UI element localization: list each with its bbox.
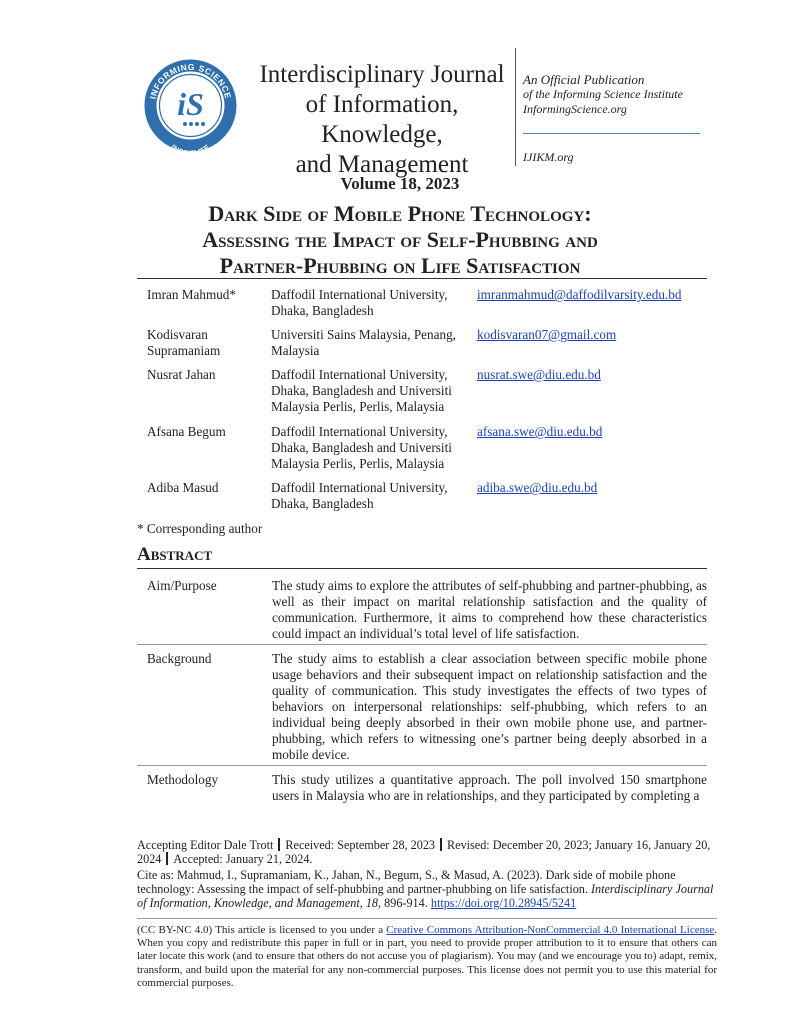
author-email-link[interactable]: kodisvaran07@gmail.com	[477, 327, 617, 342]
official-line: An Official Publication	[523, 72, 645, 87]
abstract-heading: Abstract	[137, 544, 213, 565]
author-affiliation: Daffodil International University, Dhaka, Bangladesh	[271, 480, 448, 511]
abstract-text: The study aims to establish a clear association between specific mobile phone usage behaviors and their subsequent impact on relationship satisfaction and the quality of communication. This study investigates the effects of two types of behaviors on interpersonal relationships: self-phubbing, which refers to an individual being deeply absorbed in their own mobile phone use, and partner-phubbing, which refers to witnessing one’s partner being deeply absorbed in a mobile device.	[272, 651, 707, 762]
author-affiliation: Daffodil International University, Dhaka, Bangladesh and Universiti Malaysia Perlis, Perlis, Malaysia	[271, 424, 452, 471]
logo-text-bottom: INST UTE	[169, 142, 212, 153]
citation-text: Cite as: Mahmud, I., Supramaniam, K., Jahan, N., Begum, S., & Masud, A. (2023). Dark side of mobile phone technology: Assessing the impact of self-phubbing and partner-phubbing on life satisfaction.	[137, 868, 676, 896]
official-publication	[523, 72, 683, 117]
license-text: (CC BY-NC 4.0) This article is licensed to you under a	[137, 924, 384, 936]
official-line: of the Informing Science Institute	[523, 87, 683, 101]
journal-title-line: of Information, Knowledge,	[305, 91, 459, 148]
author-name: Adiba Masud	[147, 480, 219, 495]
author-affiliation: Daffodil International University, Dhaka, Bangladesh	[271, 287, 448, 318]
accepted-date: Accepted: January 21, 2024.	[173, 852, 313, 866]
header-blue-rule	[523, 133, 700, 134]
author-email-link[interactable]: afsana.swe@diu.edu.bd	[477, 424, 603, 439]
separator-bar	[166, 852, 168, 865]
license-rule	[137, 918, 717, 919]
journal-site: IJIKM.org	[523, 150, 574, 164]
abstract-label: Background	[147, 651, 212, 666]
abstract-rule-top	[137, 568, 707, 569]
received-date: Received: September 28, 2023	[285, 838, 436, 852]
logo-mark: iS	[177, 86, 204, 122]
citation-pages: 896-914.	[384, 896, 428, 910]
header-divider	[515, 48, 516, 166]
abstract-label: Methodology	[147, 772, 219, 787]
author-email-link[interactable]: imranmahmud@daffodilvarsity.edu.bd	[477, 287, 682, 302]
title-rule	[137, 278, 707, 279]
license-notice	[137, 924, 717, 990]
informing-science-logo	[143, 58, 238, 153]
paper-title-line: Partner-Phubbing on Life Satisfaction	[219, 253, 581, 278]
paper-title-line: Dark Side of Mobile Phone Technology:	[208, 201, 592, 226]
author-name: Nusrat Jahan	[147, 367, 216, 382]
author-affiliation: Daffodil International University, Dhaka, Bangladesh and Universiti Malaysia Perlis, Perlis, Malaysia	[271, 367, 452, 414]
paper-title	[120, 201, 680, 279]
journal-title-line: and Management	[295, 151, 469, 178]
abstract-label: Aim/Purpose	[147, 578, 217, 593]
author-email-link[interactable]: adiba.swe@diu.edu.bd	[477, 480, 598, 495]
author-name: Kodisvaran Supramaniam	[147, 327, 221, 358]
revised-date: Revised: December 20, 2023; January 16, January 20, 2024	[137, 838, 711, 866]
logo-text-top: INFORMING SCIENCE	[147, 61, 234, 100]
license-text-rest: . When you copy and redistribute this paper in full or in part, you need to provide proper attribution to it to ensure that others can later locate this work (and to ensure that others do not accuse you of plagiarism). You may (and we encourage you to) adapt, remix, transform, and build upon the material for any non-commercial purposes. This license does not permit you to use this material for commercial purposes.	[137, 924, 718, 989]
author-name: Afsana Begum	[147, 424, 226, 439]
paper-title-line: Assessing the Impact of Self-Phubbing and	[202, 227, 598, 252]
editorial-dates	[137, 838, 717, 866]
volume: Volume 18, 2023	[340, 174, 460, 193]
official-line: InformingScience.org	[523, 102, 627, 116]
abstract-text: This study utilizes a quantitative approach. The poll involved 150 smartphone users in Malaysia who are in relationships, and they participated by completing a	[272, 772, 707, 803]
accepting-editor: Accepting Editor Dale Trott	[137, 838, 274, 852]
journal-title-line: Interdisciplinary Journal	[259, 61, 505, 88]
citation-journal: Interdisciplinary Journal of Information, Knowledge, and Management, 18,	[137, 882, 714, 910]
separator-bar	[440, 838, 442, 851]
abstract-row-divider	[137, 765, 707, 766]
author-name: Imran Mahmud*	[147, 287, 236, 302]
doi-link[interactable]: https://doi.org/10.28945/5241	[430, 896, 577, 910]
abstract-row-divider	[137, 644, 707, 645]
journal-title	[252, 60, 512, 180]
abstract-text: The study aims to explore the attributes of self-phubbing and partner-phubbing, as well as their impact on marital relationship satisfaction and the quality of communication. Furthermore, it aims to comprehend how these characteristics could impact an individual’s total level of life satisfaction.	[272, 578, 707, 641]
corresponding-author-note: * Corresponding author	[137, 521, 263, 536]
author-email-link[interactable]: nusrat.swe@diu.edu.bd	[477, 367, 601, 382]
citation	[137, 868, 717, 910]
separator-bar	[278, 838, 280, 851]
license-link[interactable]: Creative Commons Attribution-NonCommercial 4.0 International License	[386, 924, 715, 936]
author-affiliation: Universiti Sains Malaysia, Penang, Malaysia	[271, 327, 456, 358]
